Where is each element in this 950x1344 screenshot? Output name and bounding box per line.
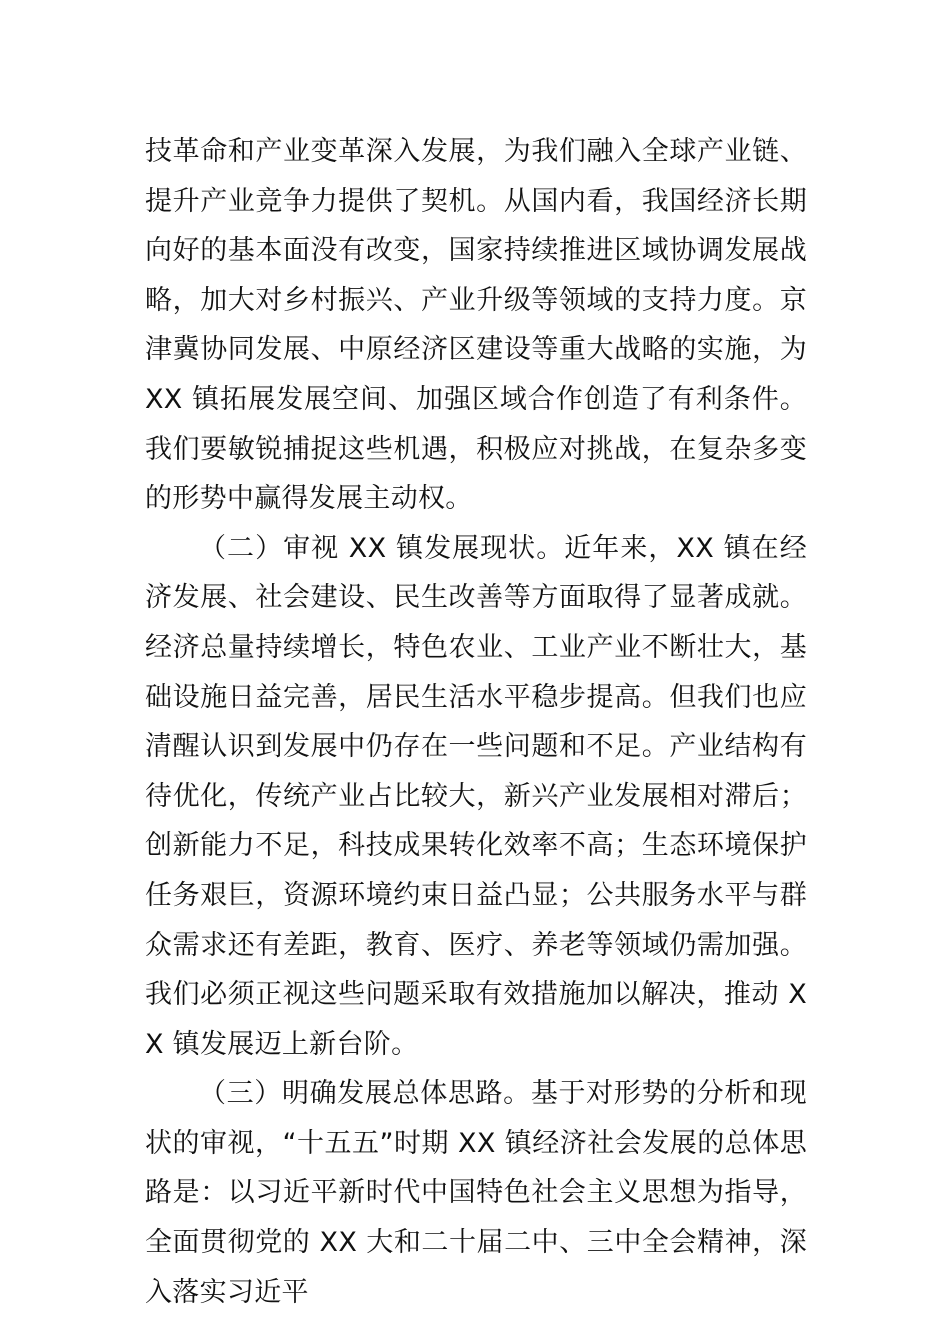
paragraph-overall-approach: （三）明确发展总体思路。基于对形势的分析和现状的审视，“十五五”时期 XX 镇经济社会发展的总体思路是：以习近平新时代中国特色社会主义思想为指导，全面贯彻党的 XX 大和二十届二中、三中全会精神，深入落实习近平: [145, 1078, 807, 1308]
paragraph-current-status: （二）审视 XX 镇发展现状。近年来，XX 镇在经济发展、社会建设、民生改善等方面取得了显著成就。经济总量持续增长，特色农业、工业产业不断壮大，基础设施日益完善，居民生活水平稳步提高。但我们也应清醒认识到发展中仍存在一些问题和不足。产业结构有待优化，传统产业占比较大，新兴产业发展相对滞后；创新能力不足，科技成果转化效率不高；生态环境保护任务艰巨，资源环境约束日益凸显；公共服务水平与群众需求还有差距，教育、医疗、养老等领域仍需加强。我们必须正视这些问题采取有效措施加以解决，推动 XX 镇发展迈上新台阶。: [145, 532, 807, 1060]
paragraph-opportunities: 技革命和产业变革深入发展，为我们融入全球产业链、提升产业竞争力提供了契机。从国内看，我国经济长期向好的基本面没有改变，国家持续推进区域协调发展战略，加大对乡村振兴、产业升级等领域的支持力度。京津冀协同发展、中原经济区建设等重大战略的实施，为 XX 镇拓展发展空间、加强区域合作创造了有利条件。我们要敏锐捕捉这些机遇，积极应对挑战，在复杂多变的形势中赢得发展主动权。: [145, 136, 807, 515]
document-body: [145, 127, 807, 1317]
